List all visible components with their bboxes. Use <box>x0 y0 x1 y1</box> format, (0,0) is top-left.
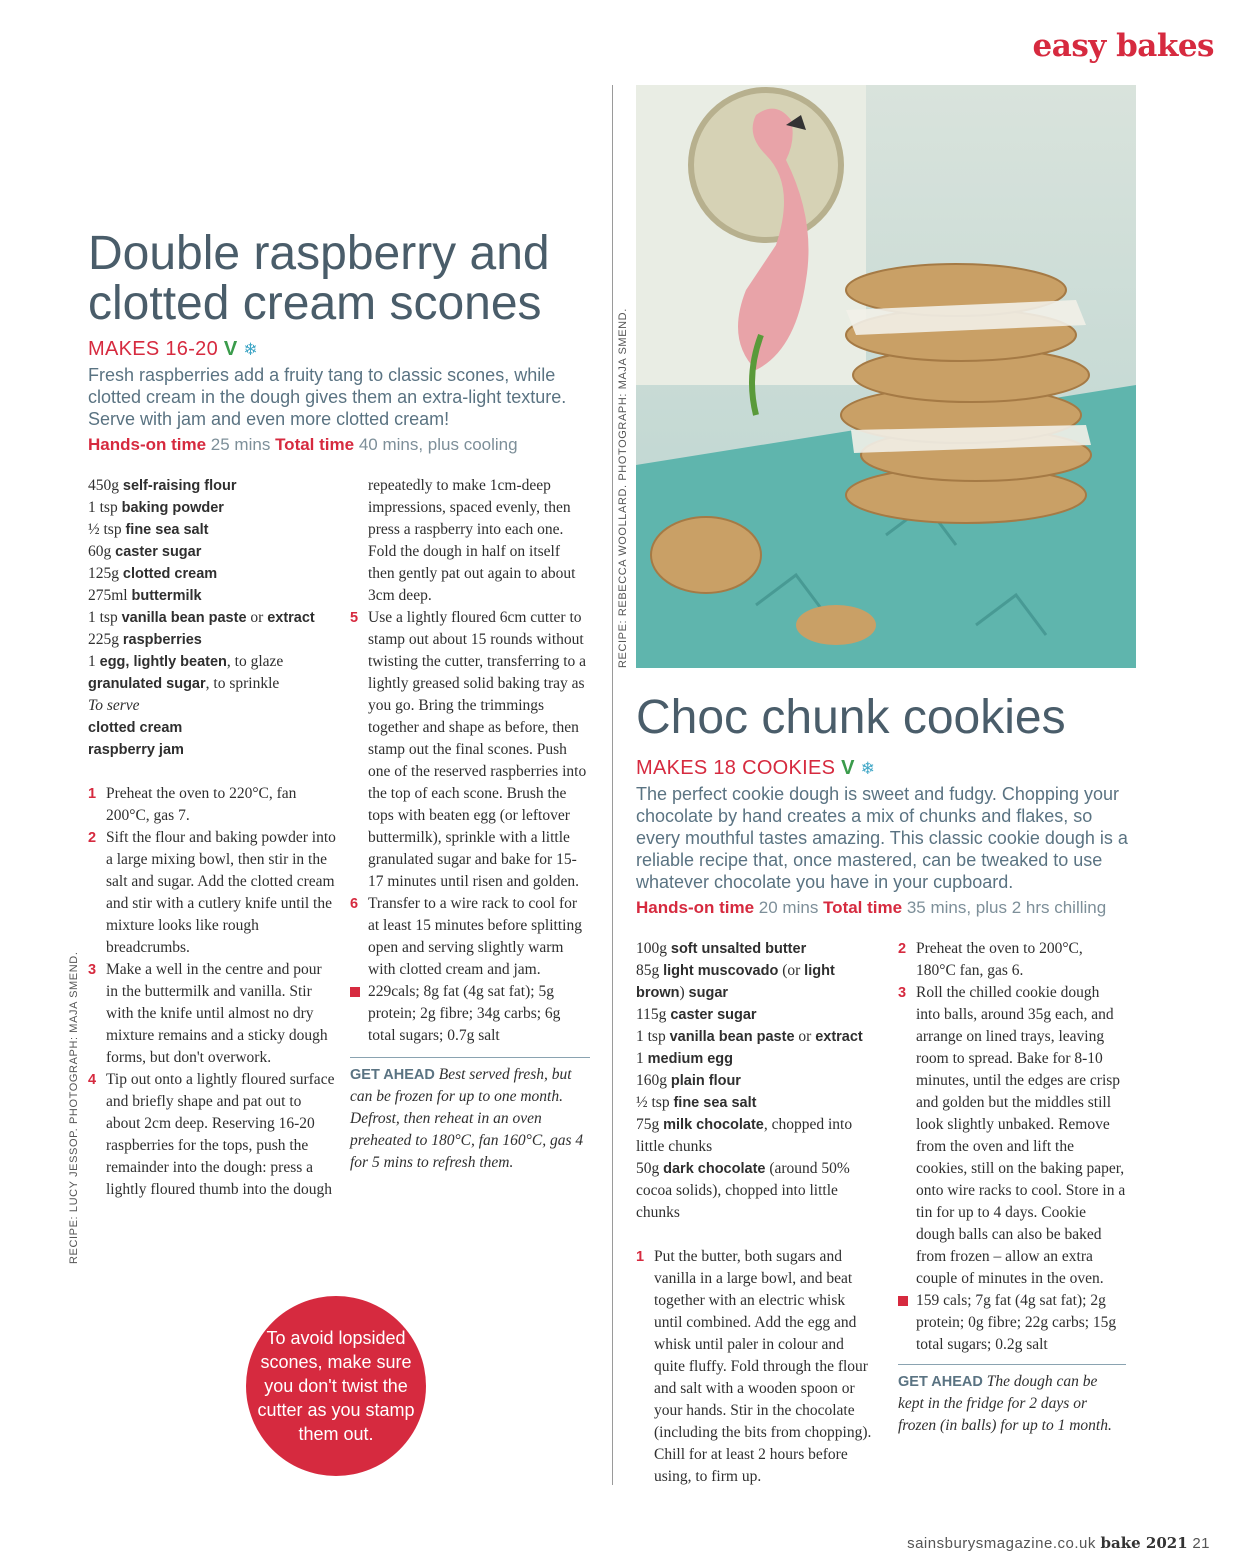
ingredient: 1 medium egg <box>636 1050 734 1067</box>
section-tag: easy bakes <box>1032 28 1214 64</box>
ingredient: 1 egg, lightly beaten, to glaze <box>88 653 284 670</box>
nutrition-bullet-icon <box>350 987 360 997</box>
ingredient: clotted cream <box>88 720 183 736</box>
scones-step-2: 2 Sift the flour and baking powder into a large mixing bowl, then stir in the salt and sugar. Add the clotted cream and stir with a cutlery knife until the mixture looks like rough breadcrumbs. <box>88 829 336 956</box>
ingredient: 125g clotted cream <box>88 565 218 582</box>
cookies-hands-on-value: 20 mins <box>758 898 819 917</box>
cookies-hands-on-label: Hands-on time <box>636 898 755 917</box>
footer-site: sainsburysmagazine.co.uk <box>907 1535 1096 1552</box>
scones-step-4: 4 Tip out onto a lightly floured surface and briefly shape and pat out to about 2cm deep. Reserving 16-20 raspberries for the tops, push the remainder into the dough: press a lightly floured thumb into the dough <box>88 1071 335 1198</box>
cookies-right-column <box>898 938 1126 1437</box>
ingredient: 160g plain flour <box>636 1072 741 1089</box>
scones-total-label: Total time <box>275 435 355 454</box>
vegetarian-icon: V <box>223 338 238 360</box>
scones-title-line1: Double raspberry and <box>88 227 550 280</box>
scones-step-3: 3 Make a well in the centre and pour in the buttermilk and vanilla. Stir with the knife until almost no dry mixture remains and a sticky dough forms, but don't overwork. <box>88 961 328 1066</box>
ingredient: 60g caster sugar <box>88 543 202 560</box>
to-serve-label: To serve <box>88 697 140 714</box>
scones-title-line2: clotted cream scones <box>88 277 542 330</box>
cookies-get-ahead: GET AHEAD The dough can be kept in the fridge for 2 days or frozen (in balls) for up to 1 month. <box>898 1364 1126 1437</box>
ingredient: 450g self-raising flour <box>88 477 237 494</box>
nutrition-bullet-icon <box>898 1296 908 1306</box>
cookies-title: Choc chunk cookies <box>636 691 1066 744</box>
scones-step-1: 1 Preheat the oven to 220°C, fan 200°C, gas 7. <box>88 785 297 824</box>
scones-makes <box>88 338 258 361</box>
scones-times <box>88 435 518 455</box>
scones-get-ahead: GET AHEAD Best served fresh, but can be frozen for up to one month. Defrost, then reheat in an oven preheated to 180°C, fan 160°C, gas 4 for 5 mins to refresh them. <box>350 1057 590 1174</box>
cookies-total-label: Total time <box>823 898 903 917</box>
scones-step-4-continued: repeatedly to make 1cm-deep impressions, spaced evenly, then press a raspberry into each one. Fold the dough in half on itself then gently pat out again to about 3cm deep. <box>368 477 576 604</box>
scones-ingredients <box>88 475 336 761</box>
ingredient: 1 tsp vanilla bean paste or extract <box>88 609 315 626</box>
scones-total-value: 40 mins, plus cooling <box>358 435 518 454</box>
ingredient: ½ tsp fine sea salt <box>636 1094 757 1111</box>
cookies-step-2: 2 Preheat the oven to 200°C, 180°C fan, gas 6. <box>898 940 1083 979</box>
scones-nutrition: 229cals; 8g fat (4g sat fat); 5g protein; 2g fibre; 34g carbs; 6g total sugars; 0.7g salt <box>350 981 590 1047</box>
footer-issue: bake 2021 <box>1100 1534 1188 1552</box>
ingredient: raspberry jam <box>88 742 184 758</box>
footer-page-number: 21 <box>1192 1535 1210 1552</box>
scones-right-column <box>350 475 590 1174</box>
scones-step-6: 6 Transfer to a wire rack to cool for at least 15 minutes before splitting open and serving slightly warm with clotted cream and jam. <box>350 895 582 978</box>
credit-cookies: RECIPE: REBECCA WOOLLARD. PHOTOGRAPH: MAJA SMEND. <box>617 308 629 668</box>
column-divider <box>612 85 613 1485</box>
cookies-makes <box>636 757 875 780</box>
ingredient: 75g milk chocolate, chopped into little chunks <box>636 1116 853 1155</box>
credit-scones: RECIPE: LUCY JESSOP. PHOTOGRAPH: MAJA SMEND. <box>68 951 80 1264</box>
scones-hands-on-value: 25 mins <box>210 435 271 454</box>
vegetarian-icon: V <box>841 757 855 779</box>
ingredient: 275ml buttermilk <box>88 587 202 604</box>
scones-tip-badge <box>246 1296 426 1476</box>
scones-left-column <box>88 475 336 1223</box>
scones-title <box>88 227 550 330</box>
scones-step-5: 5 Use a lightly floured 6cm cutter to stamp out about 15 rounds without twisting the cutter, transferring to a lightly greased solid baking tray as you go. Bring the trimmings together and shape as before, then stamp out the final scones. Push one of the reserved raspberries into the top of each scone. Brush the tops with beaten egg (or leftover buttermilk), sprinkle with a little granulated sugar and bake for 15-17 minutes until risen and golden. <box>350 609 587 890</box>
cookies-times <box>636 898 1106 918</box>
cookies-photo-illustration <box>636 85 1136 668</box>
scones-tip-text: To avoid lopsided scones, make sure you don't twist the cutter as you stamp them out. <box>257 1328 415 1444</box>
ingredient: 100g soft unsalted butter <box>636 940 807 957</box>
ingredient: granulated sugar, to sprinkle <box>88 675 280 692</box>
cookies-total-value: 35 mins, plus 2 hrs chilling <box>906 898 1107 917</box>
cookies-step-1: 1 Put the butter, both sugars and vanilla in a large bowl, and beat together with an electric whisk until combined. Add the egg and whisk until paler in colour and quite fluffy. Fold through the flour and salt with a wooden spoon or your hands. Stir in the chocolate (including the bits from chopping). Chill for at least 2 hours before using, to firm up. <box>636 1248 872 1485</box>
cookies-intro: The perfect cookie dough is sweet and fudgy. Chopping your chocolate by hand creates a mix of chunks and flakes, so every mouthful tastes amazing. This classic cookie dough is a reliable recipe that, once mastered, can be tweaked to use whatever chocolate you have in your cupboard. <box>636 784 1128 892</box>
cookies-ingredients <box>636 938 876 1224</box>
cookies-step-3: 3 Roll the chilled cookie dough into balls, around 35g each, and arrange on lined trays, leaving room to spread. Bake for 8-10 minutes, until the edges are crisp and golden but the middles still look slightly unbaked. Remove from the oven and lift the cookies, still on the baking paper, onto wire racks to cool. Store in a tin for up to 4 days. Cookie dough balls can also be baked from frozen – allow an extra couple of minutes in the oven. <box>898 984 1126 1287</box>
ingredient: 50g dark chocolate (around 50% cocoa solids), chopped into little chunks <box>636 1160 850 1221</box>
page-footer <box>907 1534 1210 1552</box>
ingredient: 85g light muscovado (or light brown) sugar <box>636 962 835 1001</box>
cookies-left-column <box>636 938 876 1488</box>
freezable-icon: ❄ <box>860 759 876 778</box>
ingredient: 1 tsp vanilla bean paste or extract <box>636 1028 863 1045</box>
scones-makes-text: MAKES 16-20 <box>88 338 219 360</box>
cookies-photo <box>636 85 1136 668</box>
ingredient: 115g caster sugar <box>636 1006 757 1023</box>
scones-intro: Fresh raspberries add a fruity tang to classic scones, while clotted cream in the dough gives them an extra-light texture. Serve with jam and even more clotted cream! <box>88 365 567 429</box>
cookies-makes-text: MAKES 18 COOKIES <box>636 757 836 779</box>
freezable-icon: ❄ <box>243 340 258 359</box>
scones-hands-on-label: Hands-on time <box>88 435 207 454</box>
ingredient: 1 tsp baking powder <box>88 499 224 516</box>
ingredient: ½ tsp fine sea salt <box>88 521 209 538</box>
cookies-nutrition: 159 cals; 7g fat (4g sat fat); 2g protein; 0g fibre; 22g carbs; 15g total sugars; 0.2g salt <box>898 1290 1126 1356</box>
ingredient: 225g raspberries <box>88 631 202 648</box>
